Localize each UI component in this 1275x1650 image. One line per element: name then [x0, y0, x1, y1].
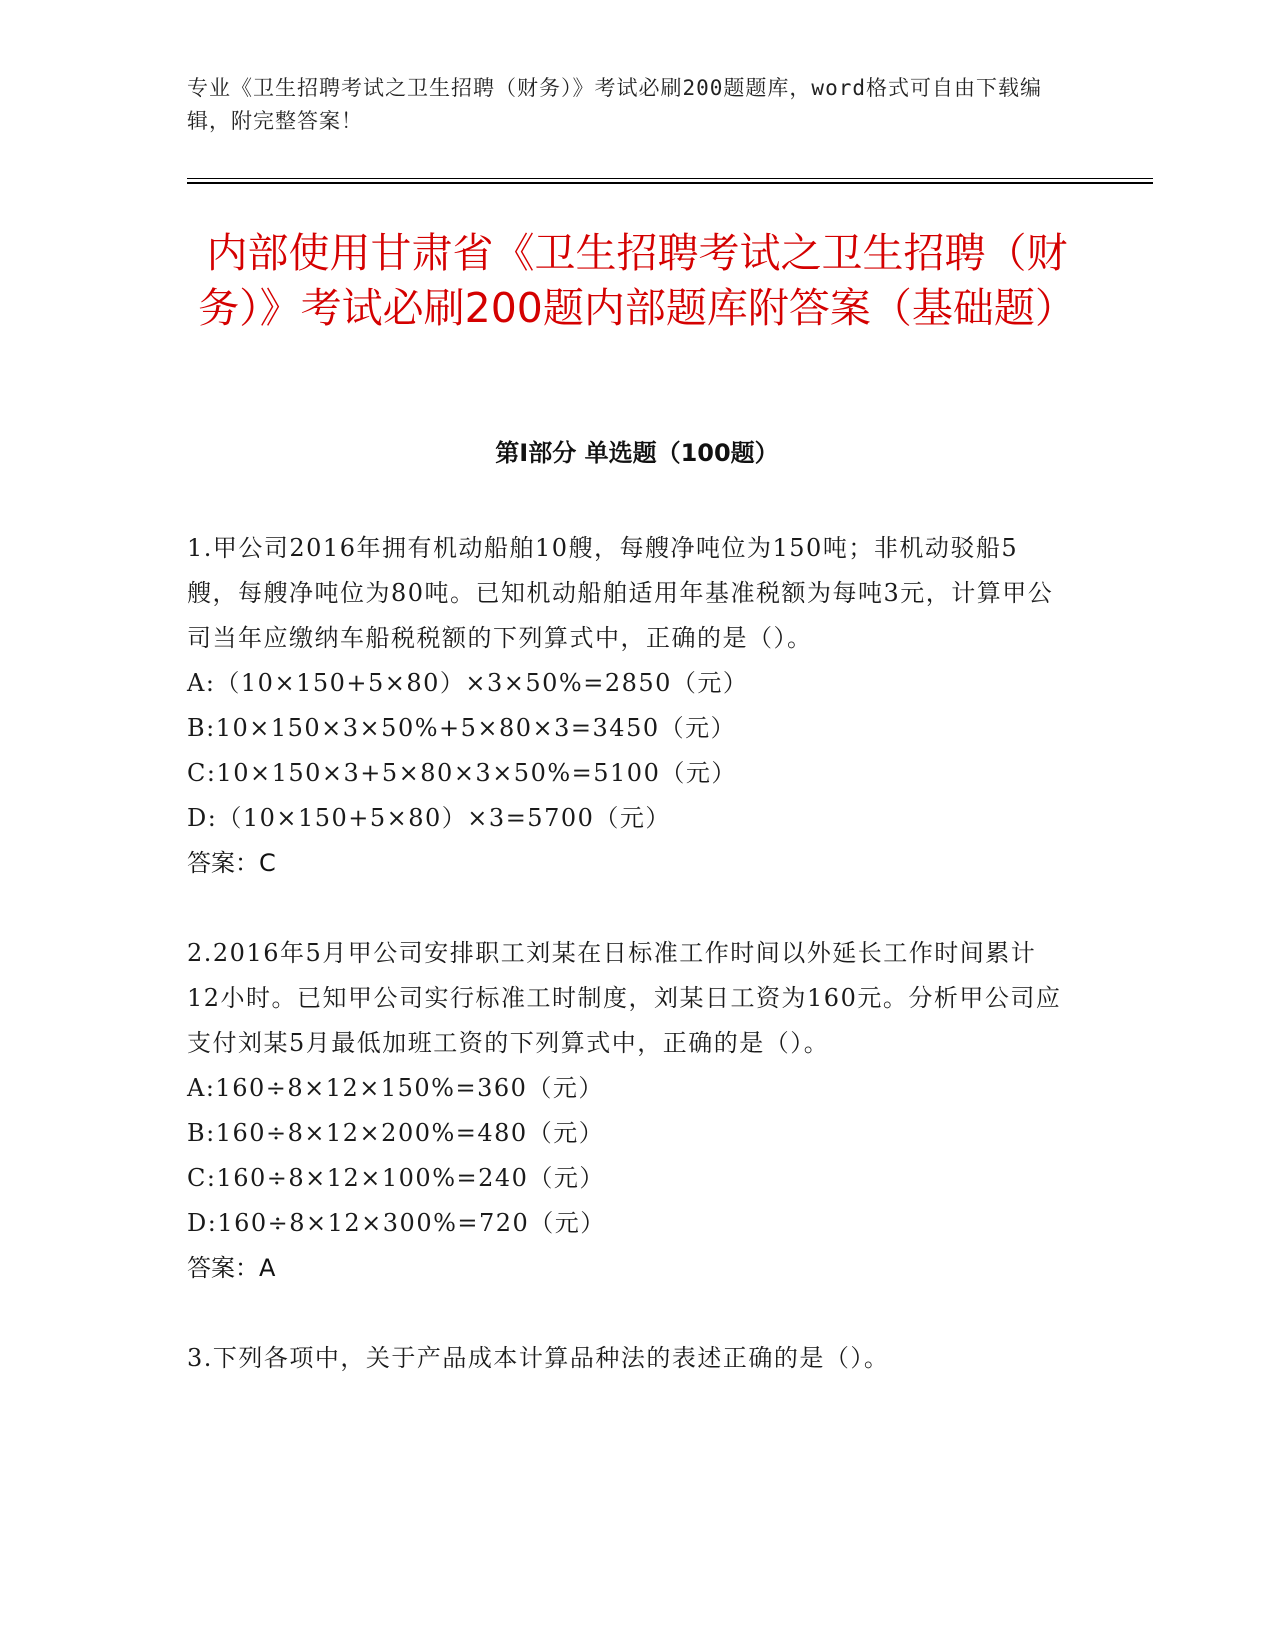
header-divider-thin: [187, 178, 1153, 179]
option-a: A:160÷8×12×150%=360（元）: [187, 1074, 604, 1102]
header-divider-thick: [187, 182, 1153, 184]
option-c: C:10×150×3+5×80×3×50%=5100（元）: [187, 759, 737, 787]
document-title: 内部使用甘肃省《卫生招聘考试之卫生招聘（财务）》考试必刷200题内部题库附答案（基础题）: [198, 229, 1076, 332]
question-list: [187, 526, 1067, 1381]
question-3: [187, 1336, 1067, 1381]
question-spacer: [187, 1291, 1067, 1336]
answer-label: 答案：C: [187, 849, 276, 877]
option-b: B:160÷8×12×200%=480（元）: [187, 1119, 605, 1147]
option-d: D:（10×150+5×80）×3=5700（元）: [187, 804, 671, 832]
option-c: C:160÷8×12×100%=240（元）: [187, 1164, 605, 1192]
section-title: 第Ⅰ部分 单选题（100题）: [495, 439, 779, 467]
question-spacer: [187, 886, 1067, 931]
question-2: [187, 931, 1067, 1291]
question-stem: 3.下列各项中，关于产品成本计算品种法的表述正确的是（）。: [187, 1344, 890, 1372]
question-1: [187, 526, 1067, 886]
question-stem: 1.甲公司2016年拥有机动船舶10艘，每艘净吨位为150吨；非机动驳船5艘，每艘净吨位为80吨。已知机动船舶适用年基准税额为每吨3元，计算甲公司当年应缴纳车船税税额的下列算式中，正确的是（）。: [187, 534, 1054, 652]
answer-label: 答案：A: [187, 1254, 276, 1282]
option-d: D:160÷8×12×300%=720（元）: [187, 1209, 606, 1237]
question-stem: 2.2016年5月甲公司安排职工刘某在日标准工作时间以外延长工作时间累计12小时。已知甲公司实行标准工时制度，刘某日工资为160元。分析甲公司应支付刘某5月最低加班工资的下列算式中，正确的是（）。: [187, 939, 1062, 1057]
option-b: B:10×150×3×50%+5×80×3=3450（元）: [187, 714, 737, 742]
header-note: 专业《卫生招聘考试之卫生招聘（财务）》考试必刷200题题库，word格式可自由下载编辑，附完整答案！: [187, 76, 1042, 133]
option-a: A:（10×150+5×80）×3×50%=2850（元）: [187, 669, 749, 697]
